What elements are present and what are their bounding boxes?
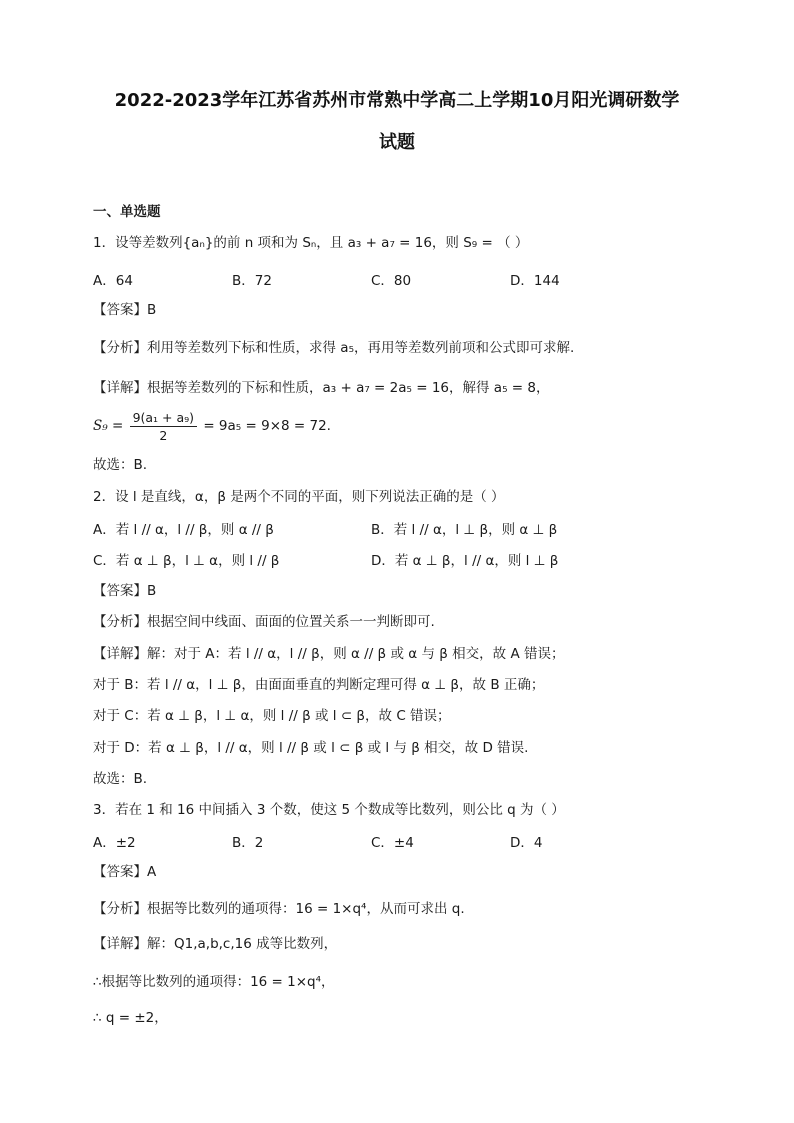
- q2-detail-line: 对于 B：若 l // α，l ⊥ β，由面面垂直的判断定理可得 α ⊥ β，故 B 正确；: [93, 677, 545, 693]
- page-title-continued: 试题: [379, 132, 415, 153]
- formula-denominator: 2: [159, 427, 168, 443]
- q2-detail-line: 【详解】解：对于 A：若 l // α，l // β，则 α // β 或 α 与 β 相交，故 A 错误；: [93, 646, 565, 662]
- q3-analysis: 【分析】根据等比数列的通项得：16 = 1×q⁴，从而可求出 q.: [93, 901, 465, 917]
- formula-rhs: = 9a₅ = 9×8 = 72.: [203, 418, 331, 434]
- page-title: 2022-2023学年江苏省苏州市常熟中学高二上学期10月阳光调研数学: [114, 90, 680, 111]
- formula-numerator: 9(a₁ + a₉): [130, 409, 197, 427]
- q3-detail-line: ∴根据等比数列的通项得：16 = 1×q⁴，: [93, 974, 335, 990]
- q2-answer: 【答案】B: [93, 583, 157, 599]
- q1-formula: [93, 408, 733, 444]
- q1-option-d: D．144: [510, 273, 560, 289]
- q2-detail-line: 对于 C：若 α ⊥ β，l ⊥ α，则 l // β 或 l ⊂ β，故 C 错误；: [93, 708, 451, 724]
- q3-option-b: B．2: [232, 835, 264, 851]
- formula-lhs: S₉ =: [93, 418, 124, 434]
- section-heading: 一、单选题: [93, 204, 161, 220]
- q2-stem: 2．设 l 是直线，α，β 是两个不同的平面，则下列说法正确的是（ ）: [93, 489, 505, 505]
- formula-fraction: [130, 409, 197, 444]
- q2-conclusion: 故选：B.: [93, 771, 148, 787]
- q3-option-d: D．4: [510, 835, 543, 851]
- q3-answer: 【答案】A: [93, 864, 157, 880]
- q2-option-d: D．若 α ⊥ β，l // α，则 l ⊥ β: [371, 553, 559, 569]
- q1-option-b: B．72: [232, 273, 272, 289]
- q1-detail: 【详解】根据等差数列的下标和性质，a₃ + a₇ = 2a₅ = 16，解得 a₅ = 8，: [93, 380, 550, 396]
- q3-detail-line: 【详解】解：Q1,a,b,c,16 成等比数列，: [93, 936, 338, 952]
- q1-answer: 【答案】B: [93, 302, 157, 318]
- q2-option-a: A．若 l // α，l // β，则 α // β: [93, 522, 274, 538]
- q1-option-a: A．64: [93, 273, 133, 289]
- q3-detail-line: ∴ q = ±2，: [93, 1010, 168, 1026]
- q2-option-b: B．若 l // α，l ⊥ β，则 α ⊥ β: [371, 522, 558, 538]
- q1-conclusion: 故选：B.: [93, 457, 148, 473]
- q3-stem: 3．若在 1 和 16 中间插入 3 个数，使这 5 个数成等比数列，则公比 q 为（ ）: [93, 802, 565, 818]
- q1-option-c: C．80: [371, 273, 412, 289]
- q2-detail-line: 对于 D：若 α ⊥ β，l // α，则 l // β 或 l ⊂ β 或 l 与 β 相交，故 D 错误.: [93, 740, 529, 756]
- q3-option-a: A．±2: [93, 835, 136, 851]
- q1-analysis: 【分析】利用等差数列下标和性质，求得 a₅，再用等差数列前项和公式即可求解.: [93, 340, 575, 356]
- q2-option-c: C．若 α ⊥ β，l ⊥ α，则 l // β: [93, 553, 280, 569]
- q1-stem: 1．设等差数列{aₙ}的前 n 项和为 Sₙ，且 a₃ + a₇ = 16，则 S₉ = （ ）: [93, 235, 529, 251]
- q2-analysis: 【分析】根据空间中线面、面面的位置关系一一判断即可.: [93, 614, 435, 630]
- q3-option-c: C．±4: [371, 835, 414, 851]
